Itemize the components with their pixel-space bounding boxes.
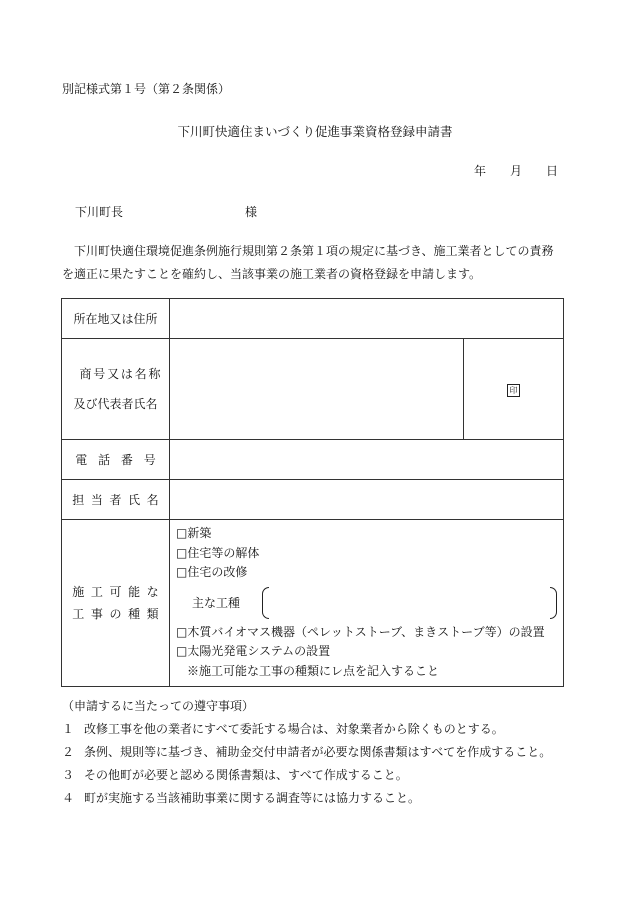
option-solar[interactable]: □太陽光発電システムの設置 <box>176 644 331 659</box>
main-kind-label: 主な工種 <box>192 596 241 611</box>
option-demolition[interactable]: □住宅等の解体 <box>176 545 260 560</box>
notes-heading: （申請するに当たっての遵守事項） <box>62 699 255 713</box>
form-number: 別記様式第１号（第２条関係） <box>62 82 231 96</box>
company-label-line2: 及び代表者氏名 <box>73 397 158 411</box>
option-biomass[interactable]: □木質バイオマス機器（ペレットストーブ、まきストーブ等）の設置 <box>176 624 545 639</box>
seal-cell[interactable] <box>464 339 564 440</box>
company-label-line1: 商号又は名称 <box>79 367 163 381</box>
note-text: 改修工事を他の業者にすべて委託する場合は、対象業者から除くものとする。 <box>84 722 504 736</box>
note-number: ４ <box>62 791 75 805</box>
note-text: その他町が必要と認める関係書類は、すべて作成すること。 <box>84 768 408 782</box>
note-text: 町が実施する当該補助事業に関する調査等には協力すること。 <box>84 791 421 805</box>
compliance-notes <box>62 695 551 810</box>
address-label: 所在地又は住所 <box>62 299 170 339</box>
note-number: ３ <box>62 768 75 782</box>
note-item <box>62 764 551 787</box>
seal-mark: 印 <box>507 384 520 397</box>
contact-label: 担当者氏名 <box>62 480 170 520</box>
note-number: ２ <box>62 745 75 759</box>
option-new-build[interactable]: □新築 <box>176 526 212 540</box>
note-number: １ <box>62 722 75 736</box>
contact-field[interactable] <box>170 480 564 520</box>
work-types-label-line1: 施工可能な <box>72 584 166 599</box>
document-title: 下川町快適住まいづくり促進事業資格登録申請書 <box>177 124 453 139</box>
date-day: 日 <box>546 164 559 178</box>
application-statement: 下川町快適住環境促進条例施行規則第２条第１項の規定に基づき、施工業者としての責務を適正に果たすことを確約し、当該事業の施工業者の資格登録を申請します。 <box>62 244 554 281</box>
note-item <box>62 787 551 810</box>
work-types-options <box>170 520 564 687</box>
phone-field[interactable] <box>170 440 564 480</box>
address-field[interactable] <box>170 299 564 339</box>
date-year: 年 <box>474 164 487 178</box>
phone-label: 電話番号 <box>62 440 170 480</box>
option-renovation[interactable]: □住宅の改修 <box>176 565 248 580</box>
work-types-note: ※施工可能な工事の種類にレ点を記入すること <box>187 663 440 678</box>
company-field[interactable] <box>170 339 464 440</box>
note-item <box>62 741 551 764</box>
note-item <box>62 718 551 741</box>
company-label <box>62 339 170 440</box>
bracket-open <box>262 587 269 619</box>
addressee-honorific: 様 <box>245 205 258 219</box>
work-types-label-line2: 工事の種類 <box>72 606 166 621</box>
date-month: 月 <box>510 164 523 178</box>
main-kind-row <box>176 583 563 623</box>
note-text: 条例、規則等に基づき、補助金交付申請者が必要な関係書類はすべてを作成すること。 <box>84 745 552 759</box>
work-types-label <box>62 520 170 687</box>
application-form-table <box>61 298 564 687</box>
bracket-close <box>550 587 557 619</box>
addressee-name: 下川町長 <box>75 205 124 219</box>
